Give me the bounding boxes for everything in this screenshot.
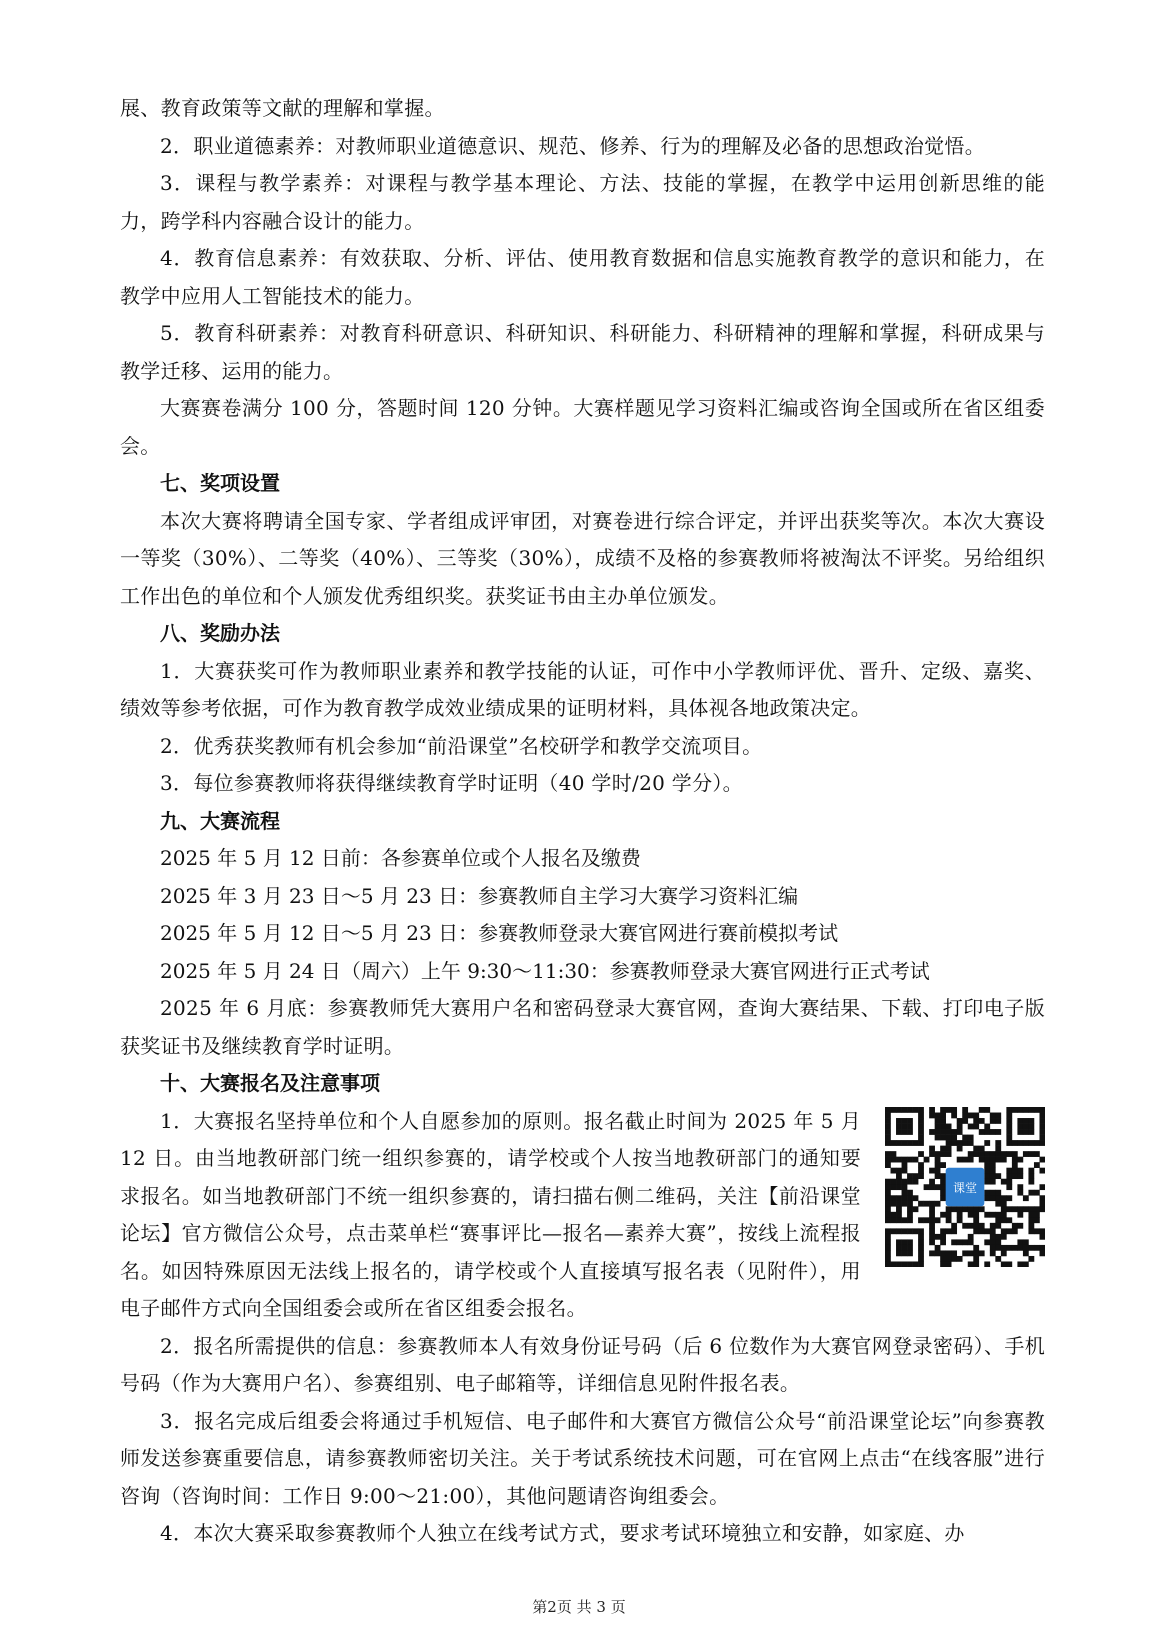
reward-item-1: 1．大赛获奖可作为教师职业素养和教学技能的认证，可作中小学教师评优、晋升、定级、嘉奖、绩效等参考依据，可作为教育教学成效业绩成果的证明材料，具体视各地政策决定。 <box>120 658 1045 720</box>
registration-item-2: 2．报名所需提供的信息：参赛教师本人有效身份证号码（后 6 位数作为大赛官网登录密码）、手机号码（作为大赛用户名）、参赛组别、电子邮箱等，详细信息见附件报名表。 <box>120 1333 1045 1395</box>
section-10-heading: 十、大赛报名及注意事项 <box>160 1071 380 1095</box>
registration-block <box>120 1103 1045 1328</box>
reward-item-3: 3．每位参赛教师将获得继续教育学时证明（40 学时/20 学分）。 <box>160 771 743 795</box>
registration-item-3: 3．报名完成后组委会将通过手机短信、电子邮件和大赛官方微信公众号“前沿课堂论坛”向参赛教师发送参赛重要信息，请参赛教师密切关注。关于考试系统技术问题，可在官网上点击“在线客服”进行咨询（咨询时间：工作日 9:00～21:00），其他问题请咨询组委会。 <box>120 1408 1045 1508</box>
registration-item-4: 4．本次大赛采取参赛教师个人独立在线考试方式，要求考试环境独立和安静，如家庭、办 <box>160 1521 965 1545</box>
literacy-item-2: 2．职业道德素养：对教师职业道德意识、规范、修养、行为的理解及必备的思想政治觉悟。 <box>160 133 986 158</box>
literacy-item-4: 4．教育信息素养：有效获取、分析、评估、使用教育数据和信息实施教育教学的意识和能力，在教学中应用人工智能技术的能力。 <box>120 246 1045 308</box>
section-8-heading: 八、奖励办法 <box>160 621 280 645</box>
wechat-qr-code[interactable] <box>885 1107 1045 1267</box>
registration-item-1: 1．大赛报名坚持单位和个人自愿参加的原则。报名截止时间为 2025 年 5 月 12 日。由当地教研部门统一组织参赛的，请学校或个人按当地教研部门的通知要求报名。如当地教研部门不统一组织参赛的，请扫描右侧二维码，关注【前沿课堂论坛】官方微信公众号，点击菜单栏“赛事评比—报名—素养大赛”，按线上流程报名。如因特殊原因无法线上报名的，请学校或个人直接填写报名表（见附件），用电子邮件方式向全国组委会或所在省区组委会报名。 <box>120 1108 861 1320</box>
page-number: 第2页 共 3 页 <box>532 1598 626 1616</box>
qr-code-icon <box>885 1107 1045 1267</box>
schedule-step: 2025 年 5 月 12 日～5 月 23 日：参赛教师登录大赛官网进行赛前模拟考试 <box>160 921 839 945</box>
qr-logo-text: 课堂 <box>952 1180 978 1195</box>
schedule-step: 2025 年 3 月 23 日～5 月 23 日：参赛教师自主学习大赛学习资料汇编 <box>160 883 799 908</box>
section-9-heading: 九、大赛流程 <box>160 808 280 833</box>
section-7-paragraph: 本次大赛将聘请全国专家、学者组成评审团，对赛卷进行综合评定，并评出获奖等次。本次大赛设一等奖（30%）、二等奖（40%）、三等奖（30%），成绩不及格的参赛教师将被淘汰不评奖。另给组织工作出色的单位和个人颁发优秀组织奖。获奖证书由主办单位颁发。 <box>120 508 1045 608</box>
schedule-step-final: 2025 年 6 月底：参赛教师凭大赛用户名和密码登录大赛官网，查询大赛结果、下载、打印电子版获奖证书及继续教育学时证明。 <box>120 996 1045 1058</box>
document-body <box>120 90 1045 1553</box>
reward-item-2: 2．优秀获奖教师有机会参加“前沿课堂”名校研学和教学交流项目。 <box>160 733 763 758</box>
schedule-step: 2025 年 5 月 12 日前：各参赛单位或个人报名及缴费 <box>160 846 641 870</box>
section-7-heading: 七、奖项设置 <box>160 471 280 495</box>
exam-note: 大赛赛卷满分 100 分，答题时间 120 分钟。大赛样题见学习资料汇编或咨询全国或所在省区组委会。 <box>120 396 1045 458</box>
schedule-step: 2025 年 5 月 24 日（周六）上午 9:30～11:30：参赛教师登录大赛官网进行正式考试 <box>160 958 930 983</box>
literacy-item-5: 5．教育科研素养：对教育科研意识、科研知识、科研能力、科研精神的理解和掌握，科研成果与教学迁移、运用的能力。 <box>120 321 1045 383</box>
intro-continuation: 展、教育政策等文献的理解和掌握。 <box>120 96 445 120</box>
literacy-item-3: 3．课程与教学素养：对课程与教学基本理论、方法、技能的掌握，在教学中运用创新思维的能力，跨学科内容融合设计的能力。 <box>120 171 1045 233</box>
